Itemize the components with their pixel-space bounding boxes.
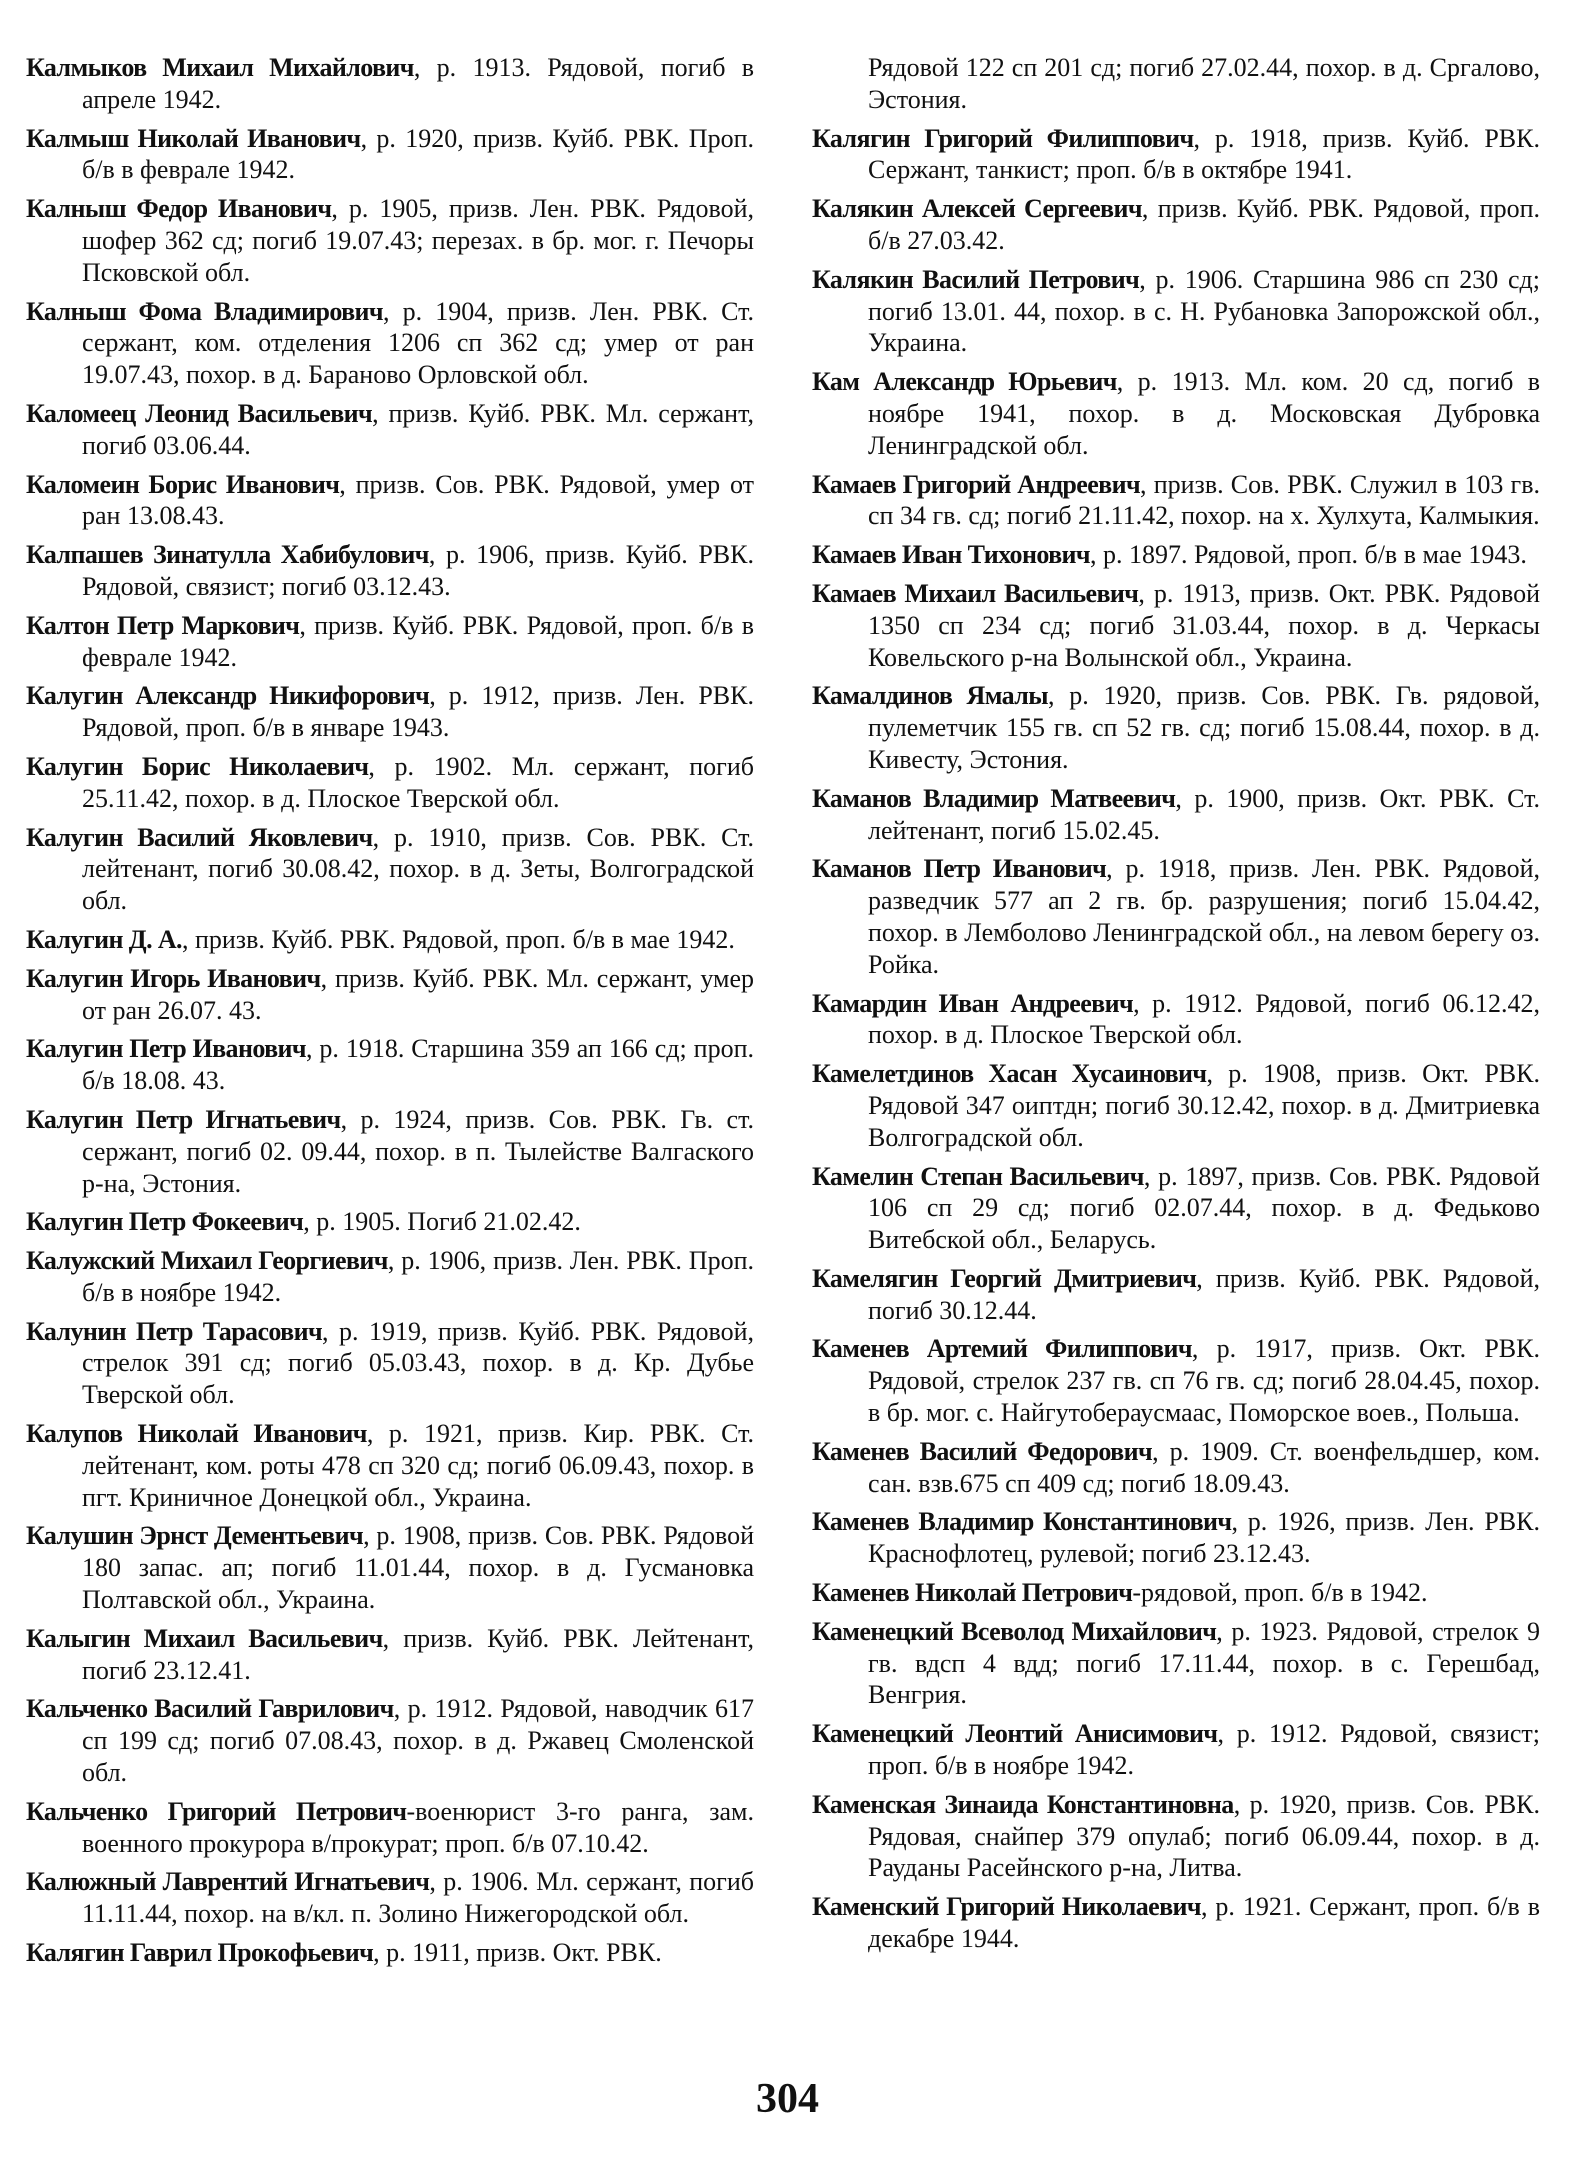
list-item <box>26 1693 754 1788</box>
entry-text: , р. 1912. Рядовой, связист; проп. б/в в ноябре 1942. <box>868 1719 1540 1781</box>
entry-text: , призв. Куйб. РВК. Лейтенант, погиб 23.12.41. <box>82 1623 755 1685</box>
entry-name: Каменев Владимир Константинович <box>812 1507 1232 1537</box>
entry-text: , призв. Куйб. РВК. Мл. сержант, умер от ран 26.07. 43. <box>82 963 754 1025</box>
entry-name: Калтон Петр Маркович <box>26 610 300 640</box>
entry-text: Рядовой 122 сп 201 сд; погиб 27.02.44, похор. в д. Сргалово, Эстония. <box>868 53 1540 114</box>
list-item <box>26 1206 754 1238</box>
entry-name: Калмыков Михаил Михайлович <box>26 53 414 82</box>
list-item <box>26 193 754 288</box>
list-item <box>26 1245 754 1309</box>
list-item <box>812 1058 1540 1153</box>
entry-name: Каменская Зинаида Константиновна <box>812 1789 1234 1819</box>
entry-name: Камардин Иван Андреевич <box>812 988 1134 1018</box>
entry-name: Кальченко Григорий Петрович <box>26 1796 407 1826</box>
entry-name: Калугин Александр Никифорович <box>26 681 430 711</box>
entry-text: , р. 1918, призв. Лен. РВК. Рядовой, разведчик 577 ап 2 гв. бр. разрушения; погиб 15.04.42, похор. в Лемболово Ленинградской обл., на левом берегу оз. Ройка. <box>868 854 1540 979</box>
entry-text: , р. 1908, призв. Окт. РВК. Рядовой 347 оиптдн; погиб 30.12.42, похор. в д. Дмитриевка Волгоградской обл. <box>868 1059 1540 1152</box>
left-column <box>26 52 754 1976</box>
list-item <box>26 52 754 116</box>
entry-name: Калугин Василий Яковлевич <box>26 822 373 852</box>
entry-text: , призв. Сов. РВК. Рядовой, умер от ран 13.08.43. <box>82 469 754 531</box>
entry-text: , р. 1911, призв. Окт. РВК. <box>373 1938 662 1968</box>
entry-name: Калюжный Лаврентий Игнатьевич <box>26 1867 430 1897</box>
entry-text: , р. 1920, призв. Сов. РВК. Рядовая, снайпер 379 опулаб; погиб 06.09.44, похор. в д. Рауданы Расейнского р-на, Литва. <box>868 1789 1541 1883</box>
entry-text: , р. 1920, призв. Куйб. РВК. Проп. б/в в феврале 1942. <box>82 123 754 185</box>
entry-text: , р. 1906, призв. Лен. РВК. Проп. б/в в ноябре 1942. <box>82 1246 755 1307</box>
entry-text: , р. 1904, призв. Лен. РВК. Ст. сержант, ком. отделения 1206 сп 362 сд; умер от ран 19.07.43, похор. в д. Бараново Орловской обл. <box>82 296 754 390</box>
entry-text: , р. 1908, призв. Сов. РВК. Рядовой 180 запас. ап; погиб 11.01.44, похор. в д. Гусмановка Полтавской обл., Украина. <box>82 1521 755 1615</box>
list-item <box>812 123 1540 187</box>
list-item <box>812 1789 1540 1884</box>
list-item <box>26 1623 754 1687</box>
list-item <box>812 1718 1540 1782</box>
list-item <box>812 1616 1540 1711</box>
list-item <box>26 1796 754 1860</box>
list-item <box>26 469 754 533</box>
entry-name: Каменев Василий Федорович <box>812 1436 1153 1466</box>
entry-name: Кальченко Василий Гаврилович <box>26 1694 394 1724</box>
entry-name: Камелягин Георгий Дмитриевич <box>812 1263 1197 1293</box>
entry-text: , р. 1921. Сержант, проп. б/в в декабре 1944. <box>868 1892 1540 1954</box>
entry-name: Калушин Эрнст Дементьевич <box>26 1521 364 1551</box>
entry-text: , р. 1926, призв. Лен. РВК. Краснофлотец, рулевой; погиб 23.12.43. <box>868 1507 1540 1569</box>
list-item <box>26 398 754 462</box>
list-item <box>26 1316 754 1411</box>
entry-name: Калягин Григорий Филиппович <box>812 123 1194 153</box>
list-item <box>812 52 1540 116</box>
entry-text: , призв. Куйб. РВК. Рядовой, проп. б/в 27.03.42. <box>868 194 1540 255</box>
entry-name: Калякин Алексей Сергеевич <box>812 194 1142 224</box>
list-item <box>812 1161 1540 1256</box>
entry-name: Калунин Петр Тарасович <box>26 1316 323 1346</box>
entry-text: , р. 1913, призв. Окт. РВК. Рядовой 1350 сп 234 сд; погиб 31.03.44, похор. в д. Черкасы Ковельского р-на Волынской обл., Украина. <box>868 578 1540 672</box>
entry-name: Каломеец Леонид Васильевич <box>26 398 373 428</box>
entry-text: , р. 1897, призв. Сов. РВК. Рядовой 106 сп 29 сд; погиб 02.07.44, похор. в д. Федьково Витебской обл., Беларусь. <box>868 1161 1540 1255</box>
list-item <box>812 1263 1540 1327</box>
list-item <box>26 1418 754 1513</box>
entry-text: , р. 1913. Рядовой, погиб в апреле 1942. <box>82 53 754 114</box>
list-item <box>812 578 1540 673</box>
entry-text: , р. 1913. Мл. ком. 20 сд, погиб в ноябре 1941, похор. в д. Московская Дубровка Ленинградской обл. <box>868 367 1540 460</box>
entry-text: , р. 1920, призв. Сов. РВК. Гв. рядовой, пулеметчик 155 гв. сп 52 гв. сд; погиб 15.08.44, похор. в д. Кивесту, Эстония. <box>868 681 1540 774</box>
list-item <box>812 988 1540 1052</box>
entry-name: Камелин Степан Васильевич <box>812 1161 1144 1191</box>
entry-text: , р. 1918, призв. Куйб. РВК. Сержант, танкист; проп. б/в в октябре 1941. <box>868 123 1540 185</box>
entry-name: Калугин Д. А. <box>26 924 182 954</box>
list-item <box>812 193 1540 257</box>
entry-text: , р. 1919, призв. Куйб. РВК. Рядовой, стрелок 391 сд; погиб 05.03.43, похор. в д. Кр. Дубье Тверской обл. <box>82 1316 754 1410</box>
entry-name: Калныш Федор Иванович <box>26 194 332 224</box>
entry-text: , призв. Сов. РВК. Служил в 103 гв. сп 34 гв. сд; погиб 21.11.42, похор. на х. Хулхута, Калмыкия. <box>868 469 1540 531</box>
entry-text: , р. 1918. Старшина 359 ап 166 сд; проп. б/в 18.08. 43. <box>82 1034 754 1096</box>
list-item <box>812 1506 1540 1570</box>
list-item <box>26 963 754 1027</box>
entry-text: , р. 1900, призв. Окт. РВК. Ст. лейтенант, погиб 15.02.45. <box>868 783 1540 845</box>
list-item <box>26 822 754 917</box>
list-item <box>26 680 754 744</box>
entry-name: Калугин Петр Игнатьевич <box>26 1104 341 1134</box>
entry-text: , р. 1906. Мл. сержант, погиб 11.11.44, похор. на в/кл. п. Золино Нижегородской обл. <box>82 1867 754 1929</box>
entry-name: Камалдинов Ямалы <box>812 681 1048 711</box>
entry-text: , призв. Куйб. РВК. Мл. сержант, погиб 03.06.44. <box>82 398 754 460</box>
entry-name: Калыгин Михаил Васильевич <box>26 1623 383 1653</box>
list-item <box>26 751 754 815</box>
list-item <box>26 610 754 674</box>
entry-text: , р. 1921, призв. Кир. РВК. Ст. лейтенант, ком. роты 478 сп 320 сд; погиб 06.09.43, похор. в пгт. Криничное Донецкой обл., Украина. <box>82 1419 754 1512</box>
entry-name: Калугин Петр Фокеевич <box>26 1207 304 1237</box>
list-item <box>26 539 754 603</box>
list-item <box>812 680 1540 775</box>
entry-text: , р. 1910, призв. Сов. РВК. Ст. лейтенант, погиб 30.08.42, похор. в д. Зеты, Волгоградской обл. <box>82 822 754 916</box>
list-item <box>812 1577 1540 1609</box>
entry-text: -рядовой, проп. б/в в 1942. <box>1132 1578 1428 1608</box>
entry-text: -военюрист 3-го ранга, зам. военного прокурора в/прокурат; проп. б/в 07.10.42. <box>82 1796 754 1858</box>
entry-text: , призв. Куйб. РВК. Рядовой, погиб 30.12.44. <box>868 1263 1541 1325</box>
entry-name: Каменецкий Всеволод Михайлович <box>812 1616 1217 1646</box>
entry-name: Калугин Игорь Иванович <box>26 963 321 993</box>
entry-text: , р. 1897. Рядовой, проп. б/в в мае 1943. <box>1089 540 1527 570</box>
entry-text: , р. 1906, призв. Куйб. РВК. Рядовой, связист; погиб 03.12.43. <box>82 540 754 601</box>
entry-text: , р. 1902. Мл. сержант, погиб 25.11.42, похор. в д. Плоское Тверской обл. <box>82 751 754 813</box>
list-item <box>26 1033 754 1097</box>
entry-text: , р. 1906. Старшина 986 сп 230 сд; погиб 13.01. 44, похор. в с. Н. Рубановка Запорожской обл., Украина. <box>868 264 1540 358</box>
entry-name: Калныш Фома Владимирович <box>26 296 383 326</box>
entry-name: Калугин Петр Иванович <box>26 1034 306 1064</box>
entry-name: Калугин Борис Николаевич <box>26 751 369 781</box>
entry-text: , р. 1912. Рядовой, погиб 06.12.42, похор. в д. Плоское Тверской обл. <box>868 988 1541 1050</box>
entry-text: , призв. Куйб. РВК. Рядовой, проп. б/в в феврале 1942. <box>82 610 754 672</box>
list-item <box>26 1520 754 1615</box>
entry-name: Камаев Иван Тихонович <box>812 540 1090 570</box>
entry-name: Каменев Артемий Филиппович <box>812 1334 1192 1364</box>
entry-name: Калякин Василий Петрович <box>812 264 1140 294</box>
entry-name: Камелетдинов Хасан Хусаинович <box>812 1059 1207 1089</box>
list-item <box>812 366 1540 461</box>
list-item <box>26 924 754 956</box>
entry-name: Каменецкий Леонтий Анисимович <box>812 1719 1218 1749</box>
entry-text: , призв. Куйб. РВК. Рядовой, проп. б/в в мае 1942. <box>181 924 735 954</box>
list-item <box>812 853 1540 980</box>
entry-name: Каманов Петр Иванович <box>812 854 1107 884</box>
list-item <box>812 539 1540 571</box>
entry-name: Камаев Михаил Васильевич <box>812 578 1139 608</box>
page-number: 304 <box>756 2076 819 2122</box>
entry-name: Калягин Гаврил Прокофьевич <box>26 1938 374 1968</box>
list-item <box>26 1937 754 1969</box>
list-item <box>812 1891 1540 1955</box>
entry-name: Каменский Григорий Николаевич <box>812 1892 1201 1922</box>
entry-text: , р. 1917, призв. Окт. РВК. Рядовой, стрелок 237 гв. сп 76 гв. сд; погиб 28.04.45, похор. в бр. мог. с. Найгутобераусмаас, Поморское воев., Польша. <box>868 1334 1540 1428</box>
entry-text: , р. 1912. Рядовой, наводчик 617 сп 199 сд; погиб 07.08.43, похор. в д. Ржавец Смоленской обл. <box>82 1694 754 1788</box>
list-item <box>26 1866 754 1930</box>
entry-name: Каменев Николай Петрович <box>812 1578 1133 1608</box>
list-item <box>812 469 1540 533</box>
list-item <box>812 1436 1540 1500</box>
list-item <box>812 264 1540 359</box>
list-item <box>812 783 1540 847</box>
entry-name: Калупов Николай Иванович <box>26 1419 367 1449</box>
entry-text: , р. 1909. Ст. военфельдшер, ком. сан. взв.675 сп 409 сд; погиб 18.09.43. <box>868 1436 1540 1498</box>
entry-name: Камаев Григорий Андреевич <box>812 469 1141 499</box>
entry-name: Калмыш Николай Иванович <box>26 123 361 153</box>
entry-name: Калпашев Зинатулла Хабибулович <box>26 540 429 570</box>
entry-name: Каломеин Борис Иванович <box>26 469 340 499</box>
entry-text: , р. 1905, призв. Лен. РВК. Рядовой, шофер 362 сд; погиб 19.07.43; перезах. в бр. мог. г. Печоры Псковской обл. <box>82 194 754 287</box>
entry-name: Каманов Владимир Матвеевич <box>812 783 1176 813</box>
entry-text: , р. 1923. Рядовой, стрелок 9 гв. вдсп 4 вдд; погиб 17.11.44, похор. в с. Герешбад, Венгрия. <box>868 1616 1540 1710</box>
list-item <box>26 123 754 187</box>
list-item <box>26 296 754 391</box>
entry-text: , р. 1905. Погиб 21.02.42. <box>303 1207 581 1237</box>
entry-name: Кам Александр Юрьевич <box>812 367 1117 397</box>
right-column <box>812 52 1540 1962</box>
entry-name: Калужский Михаил Георгиевич <box>26 1246 388 1276</box>
entry-text: , р. 1924, призв. Сов. РВК. Гв. ст. сержант, погиб 02. 09.44, похор. в п. Тылействе Валгаского р-на, Эстония. <box>82 1104 754 1198</box>
entry-text: , р. 1912, призв. Лен. РВК. Рядовой, проп. б/в в январе 1943. <box>82 681 754 743</box>
list-item <box>26 1104 754 1199</box>
list-item <box>812 1333 1540 1428</box>
